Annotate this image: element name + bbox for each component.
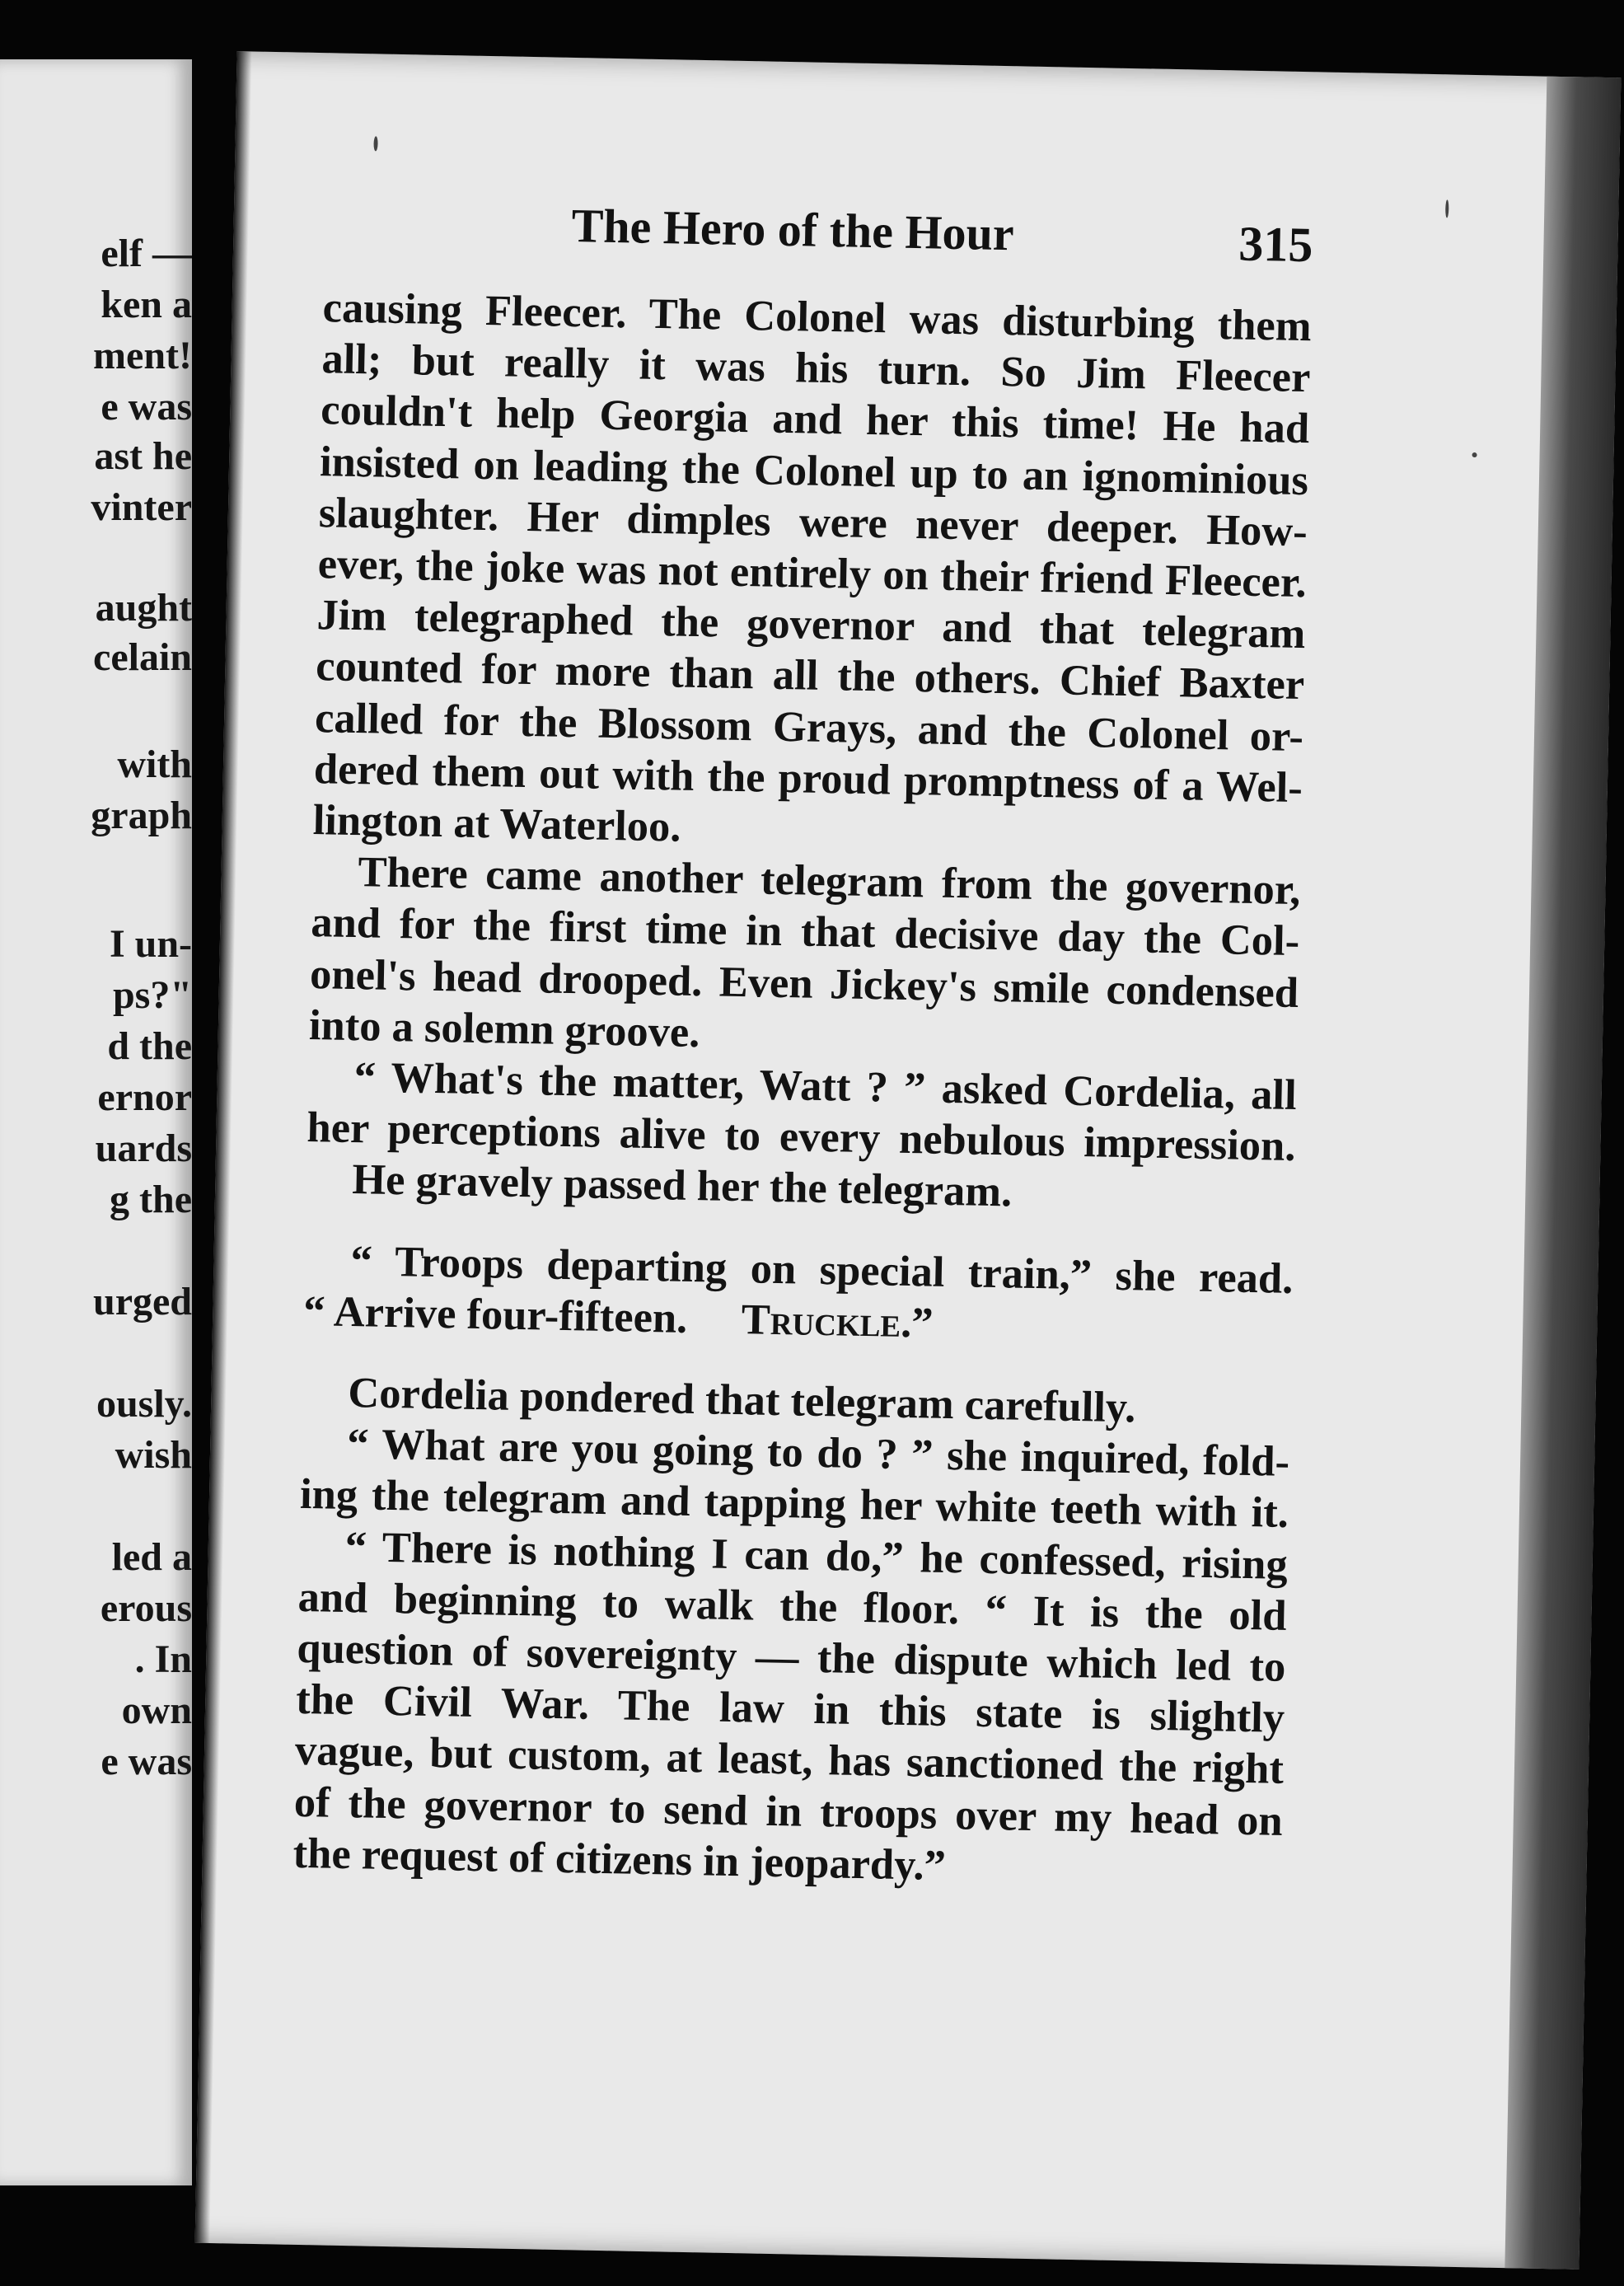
left-page-line: d the bbox=[107, 1024, 192, 1068]
left-page-line: wish bbox=[115, 1433, 192, 1477]
left-page-line: celain bbox=[93, 635, 192, 679]
left-page-line: ernor bbox=[97, 1075, 192, 1119]
left-page-line: g the bbox=[110, 1178, 192, 1221]
running-head: The Hero of the Hour bbox=[571, 198, 1015, 261]
text-line: couldn't help Georgia and her this time! He had bbox=[320, 386, 1310, 453]
left-page-line: led a bbox=[111, 1535, 192, 1579]
left-page-line: ps?" bbox=[112, 973, 192, 1017]
paper-speck bbox=[1445, 199, 1448, 218]
text-line: dered them out with the proud promptness of a Wel- bbox=[313, 744, 1303, 812]
text-line: “ What are you going to do ? ” she inquired, fold- bbox=[346, 1420, 1290, 1487]
text-line: ever, the joke was not entirely on their friend Fleecer. bbox=[317, 540, 1308, 607]
text-line: her perceptions alive to every nebulous impression. bbox=[307, 1103, 1296, 1171]
text-line: causing Fleecer. The Colonel was disturbing them bbox=[322, 283, 1313, 351]
text-line: counted for more than all the others. Chief Baxter bbox=[315, 642, 1305, 710]
left-page-line: vinter bbox=[91, 485, 192, 529]
text-line: called for the Blossom Grays, and the Colonel or- bbox=[314, 693, 1304, 761]
text-line: He gravely passed her the telegram. bbox=[351, 1155, 1013, 1216]
text-line: and beginning to walk the floor. “ It is the old bbox=[297, 1572, 1288, 1640]
telegram-text: “ Arrive four-fifteen. bbox=[302, 1286, 688, 1342]
text-line: and for the first time in that decisive day the Col- bbox=[310, 898, 1300, 966]
telegram-signature: Truckle.” bbox=[741, 1295, 934, 1347]
text-line: vague, but custom, at least, has sanctioned the right bbox=[294, 1726, 1285, 1794]
text-line: “ What's the matter, Watt ? ” asked Cordelia, all bbox=[353, 1053, 1298, 1120]
text-line: “ There is nothing I can do,” he confessed, rising bbox=[344, 1522, 1289, 1589]
text-line: Jim telegraphed the governor and that telegram bbox=[316, 591, 1306, 658]
left-page-line: e was bbox=[101, 385, 192, 429]
text-line: insisted on leading the Colonel up to an ignominious bbox=[319, 437, 1309, 504]
left-facing-page bbox=[0, 59, 192, 2185]
text-line: all; but really it was his turn. So Jim Fleecer bbox=[321, 335, 1311, 402]
text-line: lington at Waterloo. bbox=[312, 796, 682, 851]
text-line: the Civil War. The law in this state is slightly bbox=[295, 1675, 1285, 1743]
left-page-line: erous bbox=[100, 1586, 192, 1630]
text-line: question of sovereignty — the dispute which led to bbox=[296, 1623, 1286, 1691]
page-number: 315 bbox=[1238, 216, 1314, 273]
page-edge bbox=[1505, 77, 1621, 2270]
left-page-line: ment! bbox=[93, 334, 192, 377]
text-line: There came another telegram from the governor, bbox=[358, 848, 1301, 915]
text-line: Cordelia pondered that telegram carefully. bbox=[347, 1369, 1136, 1432]
book-page bbox=[195, 51, 1622, 2270]
text-line: into a solemn groove. bbox=[308, 1000, 700, 1056]
text-line: of the governor to send in troops over my head on bbox=[293, 1778, 1284, 1845]
paper-speck bbox=[1472, 452, 1477, 457]
left-page-line: uards bbox=[95, 1127, 192, 1170]
left-page-line: I un- bbox=[109, 922, 192, 966]
left-page-line: elf — bbox=[101, 232, 192, 275]
gutter-shadow bbox=[195, 51, 252, 2243]
text-line: the request of citizens in jeopardy.” bbox=[293, 1829, 947, 1890]
left-page-line: graph bbox=[91, 794, 192, 837]
left-page-line: ously. bbox=[96, 1382, 192, 1426]
text-line: slaughter. Her dimples were never deeper. How- bbox=[318, 488, 1308, 555]
text-line: onel's head drooped. Even Jickey's smile condensed bbox=[309, 949, 1299, 1017]
left-page-line: own bbox=[121, 1689, 192, 1732]
left-page-line: aught bbox=[95, 586, 192, 630]
text-line: ing the telegram and tapping her white teeth with it. bbox=[299, 1470, 1289, 1538]
left-page-line: with bbox=[117, 742, 192, 786]
left-page-line: e was bbox=[101, 1740, 192, 1783]
paper-speck bbox=[373, 136, 377, 151]
left-page-line: . In bbox=[134, 1637, 192, 1681]
left-page-line: ast he bbox=[94, 434, 192, 478]
telegram-line: “ Troops departing on special train,” she read. bbox=[349, 1236, 1294, 1303]
body-text bbox=[293, 282, 1312, 1898]
left-page-line: urged bbox=[93, 1280, 192, 1323]
left-page-line: ken a bbox=[101, 283, 192, 326]
